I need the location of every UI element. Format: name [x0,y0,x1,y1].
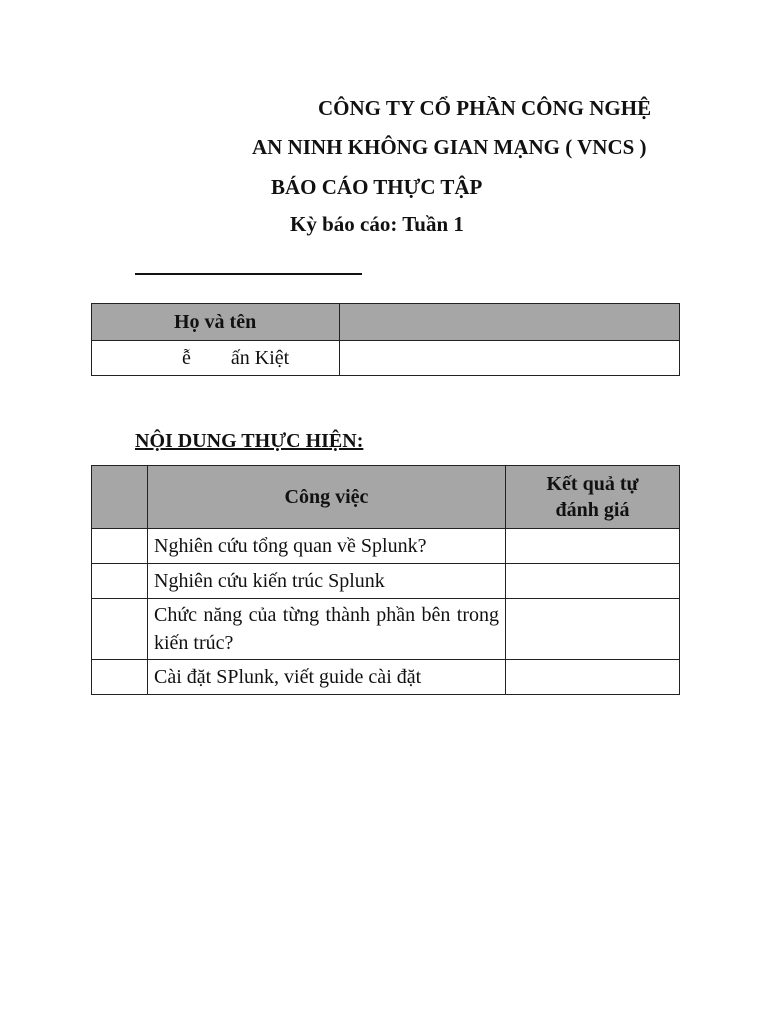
result-cell [506,599,680,660]
index-cell [92,564,148,599]
empty-header-cell [340,304,680,341]
result-cell [506,564,680,599]
task-header-cell: Công việc [148,466,506,529]
company-name-line2: AN NINH KHÔNG GIAN MẠNG ( VNCS ) [252,135,647,159]
name-header-cell: Họ và tên [92,304,340,341]
name-value-cell: ễ ấn Kiệt [92,341,340,376]
result-cell [506,529,680,564]
section-title: NỘI DUNG THỰC HIỆN: [135,430,364,452]
table-row [92,529,680,564]
index-header-cell [92,466,148,529]
result-header-line1: Kết quả tự [546,473,639,495]
report-period: Kỳ báo cáo: Tuần 1 [290,212,464,236]
info-header-row [92,304,680,341]
task-cell: Nghiên cứu tổng quan về Splunk? [148,529,506,564]
task-table [91,465,680,695]
company-name-line1: CÔNG TY CỔ PHẦN CÔNG NGHỆ [318,96,652,120]
table-row [92,660,680,695]
table-row [92,599,680,660]
result-header-cell [506,466,680,529]
result-cell [506,660,680,695]
info-value-row [92,341,680,376]
report-title: BÁO CÁO THỰC TẬP [271,175,483,199]
index-cell [92,529,148,564]
info-table [91,303,680,376]
task-cell: Chức năng của từng thành phần bên trong kiến trúc? [148,599,506,660]
task-cell: Nghiên cứu kiến trúc Splunk [148,564,506,599]
task-cell: Cài đặt SPlunk, viết guide cài đặt [148,660,506,695]
index-cell [92,599,148,660]
task-header-row [92,466,680,529]
signature-line [135,273,362,275]
result-header-line2: đánh giá [555,499,630,521]
empty-value-cell [340,341,680,376]
table-row [92,564,680,599]
index-cell [92,660,148,695]
